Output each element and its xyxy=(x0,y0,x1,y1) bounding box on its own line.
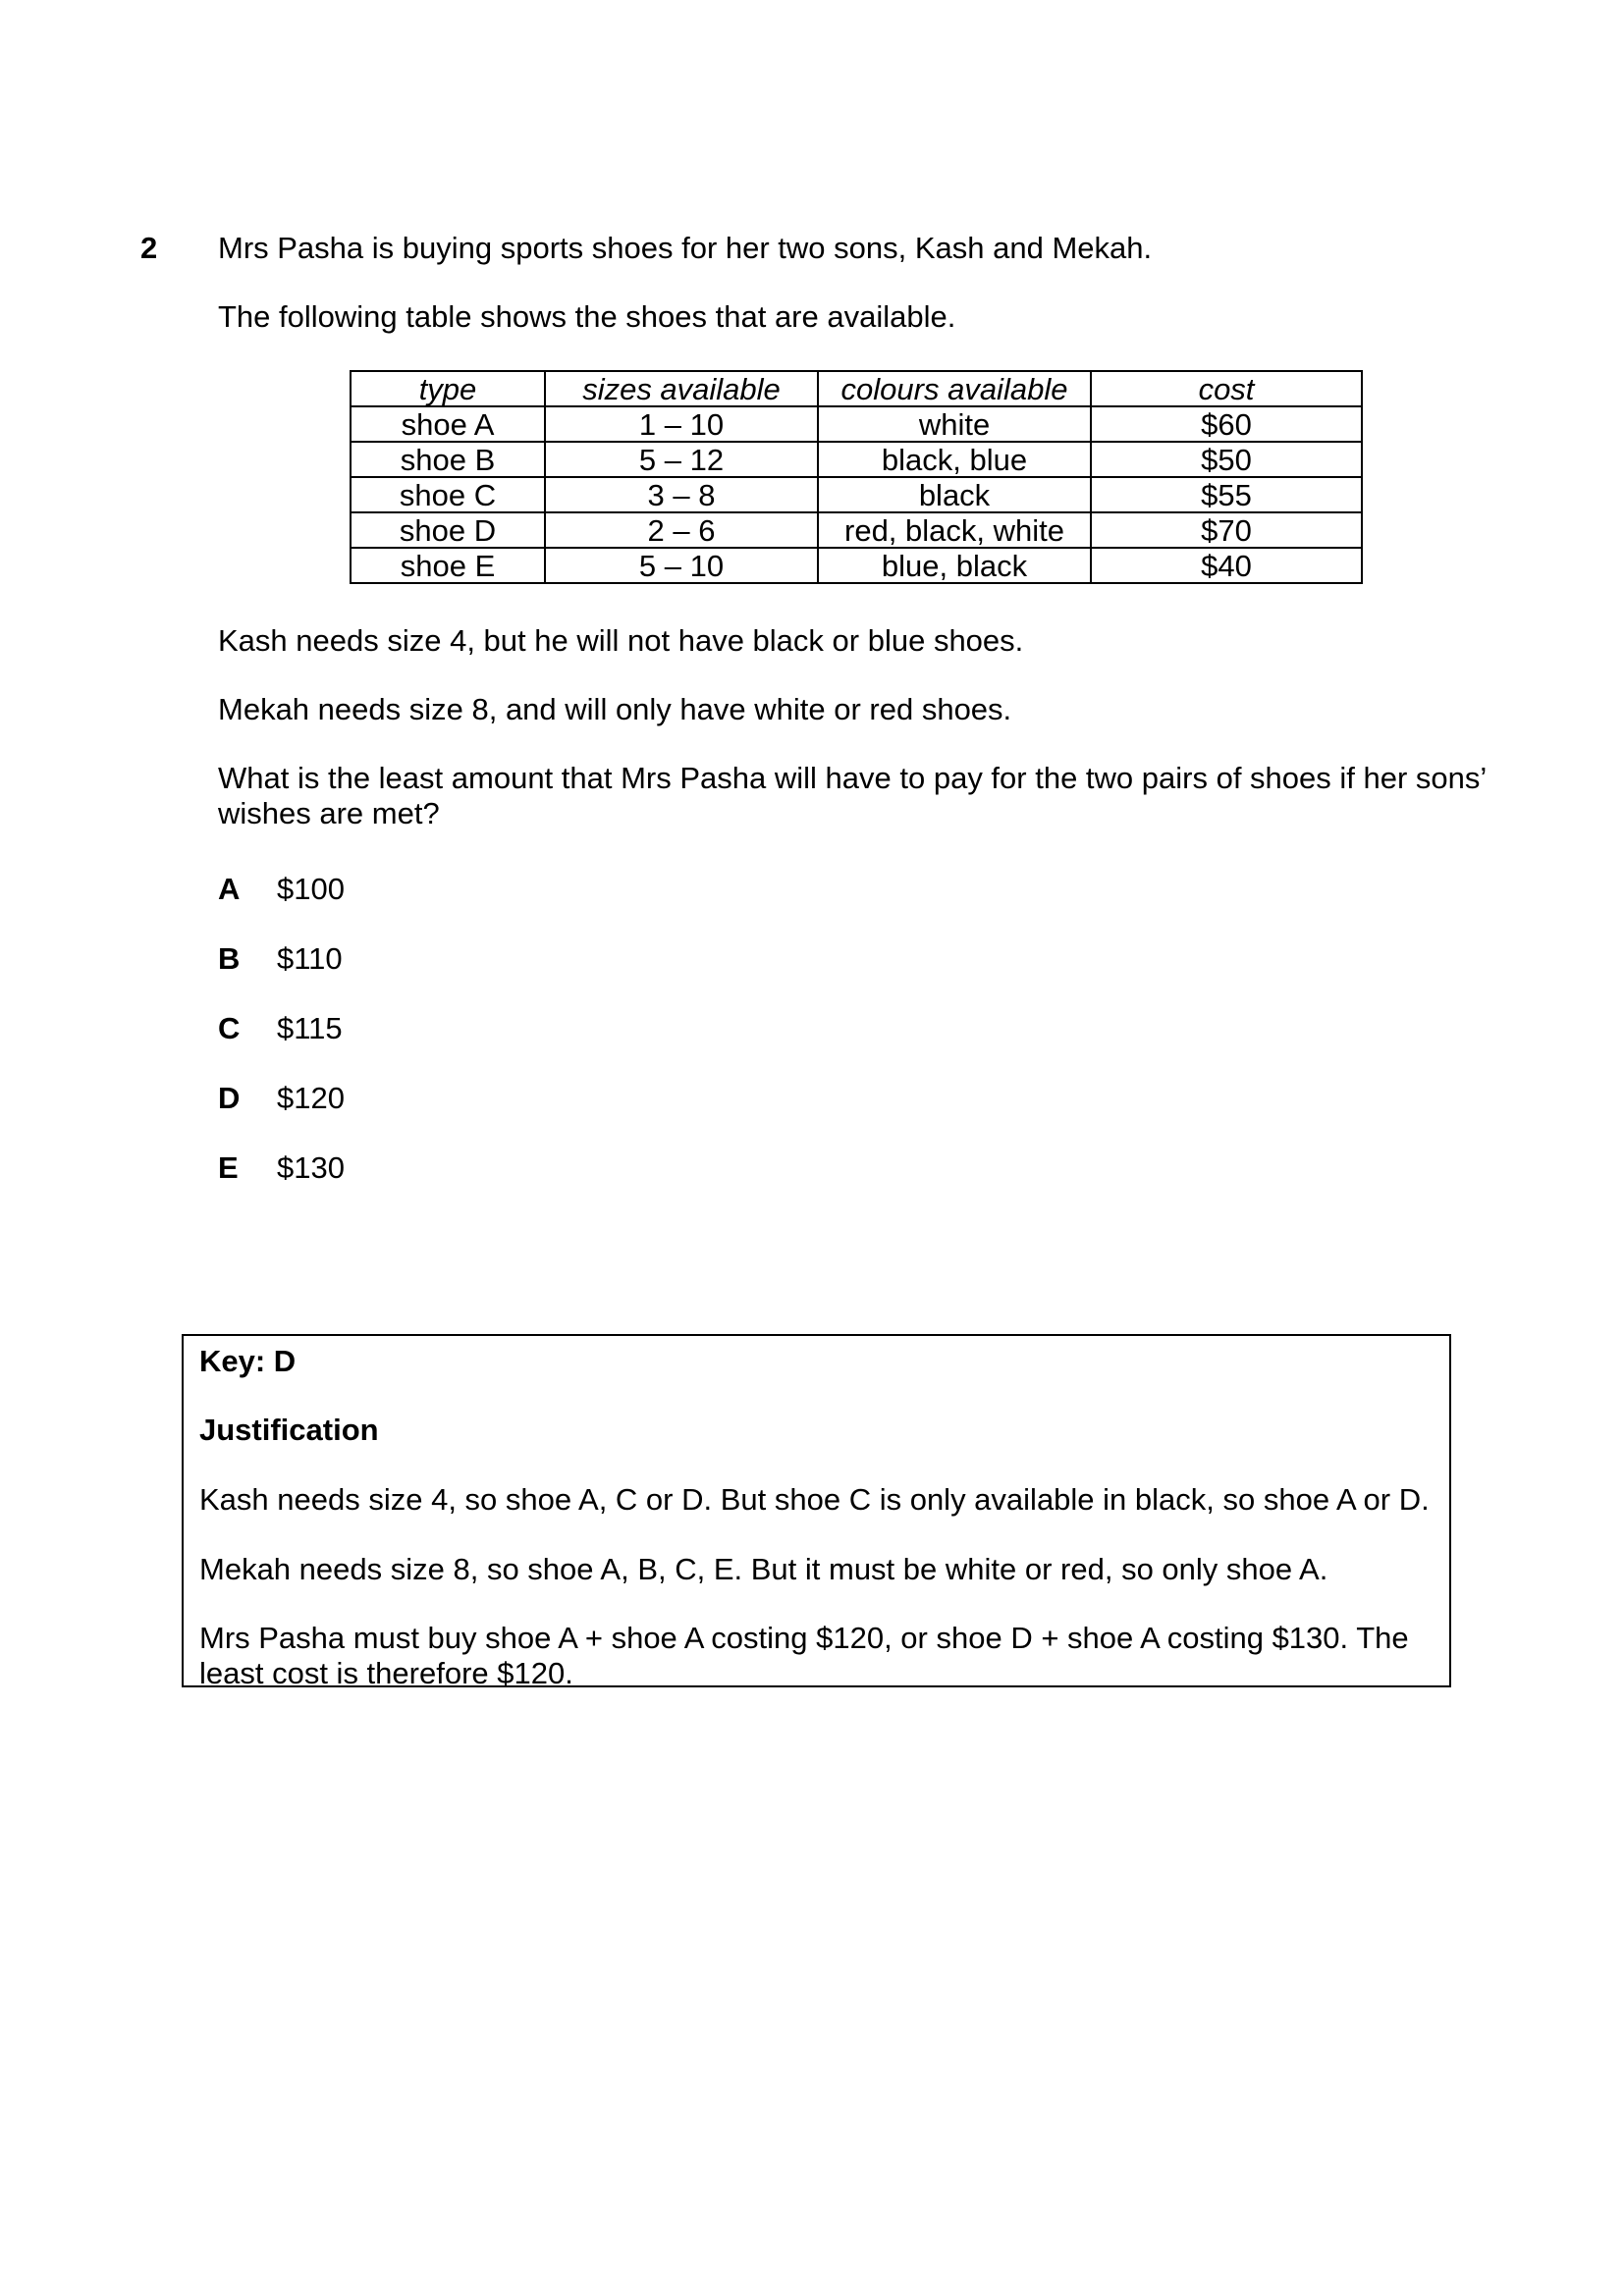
cell-colours: white xyxy=(818,406,1091,442)
cell-cost: $50 xyxy=(1091,442,1362,477)
option-letter-a: A xyxy=(218,872,241,906)
table-header-row xyxy=(351,371,1362,406)
header-colours: colours available xyxy=(818,371,1091,406)
option-value-c: $115 xyxy=(277,1011,343,1045)
justification-heading: Justification xyxy=(199,1413,379,1447)
cell-cost: $55 xyxy=(1091,477,1362,512)
option-letter-b: B xyxy=(218,941,241,976)
cell-sizes: 5 – 10 xyxy=(545,548,818,583)
option-letter-e: E xyxy=(218,1150,239,1185)
cell-colours: blue, black xyxy=(818,548,1091,583)
justification-line-mekah: Mekah needs size 8, so shoe A, B, C, E. But it must be white or red, so only shoe A. xyxy=(199,1552,1328,1586)
table-row xyxy=(351,477,1362,512)
option-value-a: $100 xyxy=(277,872,345,906)
table-row xyxy=(351,548,1362,583)
answer-key-label: Key: D xyxy=(199,1344,297,1378)
justification-line-cost: Mrs Pasha must buy shoe A + shoe A costing $120, or shoe D + shoe A costing $130. The least cost is therefore $120. xyxy=(199,1621,1409,1690)
shoes-table xyxy=(350,370,1363,584)
answer-key-box xyxy=(182,1334,1451,1690)
cell-cost: $60 xyxy=(1091,406,1362,442)
cell-type: shoe C xyxy=(351,477,545,512)
cell-colours: black, blue xyxy=(818,442,1091,477)
cell-cost: $70 xyxy=(1091,512,1362,548)
cell-type: shoe B xyxy=(351,442,545,477)
header-cost: cost xyxy=(1091,371,1362,406)
cell-sizes: 1 – 10 xyxy=(545,406,818,442)
header-sizes: sizes available xyxy=(545,371,818,406)
kash-condition: Kash needs size 4, but he will not have black or blue shoes. xyxy=(218,623,1024,658)
cell-type: shoe E xyxy=(351,548,545,583)
cell-type: shoe D xyxy=(351,512,545,548)
mekah-condition: Mekah needs size 8, and will only have white or red shoes. xyxy=(218,692,1012,726)
option-letter-c: C xyxy=(218,1011,241,1045)
table-row xyxy=(351,406,1362,442)
table-row xyxy=(351,512,1362,548)
cell-type: shoe A xyxy=(351,406,545,442)
cell-colours: red, black, white xyxy=(818,512,1091,548)
option-value-e: $130 xyxy=(277,1150,345,1185)
cell-colours: black xyxy=(818,477,1091,512)
table-row xyxy=(351,442,1362,477)
header-type: type xyxy=(351,371,545,406)
cell-sizes: 2 – 6 xyxy=(545,512,818,548)
option-value-d: $120 xyxy=(277,1081,345,1115)
cell-sizes: 3 – 8 xyxy=(545,477,818,512)
option-value-b: $110 xyxy=(277,941,343,976)
cell-sizes: 5 – 12 xyxy=(545,442,818,477)
question-number: 2 xyxy=(140,231,158,265)
question-prompt: What is the least amount that Mrs Pasha will have to pay for the two pairs of shoes if her sons’ wishes are met? xyxy=(218,761,1487,830)
question-text: Mrs Pasha is buying sports shoes for her two sons, Kash and Mekah. xyxy=(218,231,1153,265)
cell-cost: $40 xyxy=(1091,548,1362,583)
option-letter-d: D xyxy=(218,1081,241,1115)
justification-line-kash: Kash needs size 4, so shoe A, C or D. But shoe C is only available in black, so shoe A or D. xyxy=(199,1482,1430,1517)
table-intro: The following table shows the shoes that are available. xyxy=(218,299,956,334)
